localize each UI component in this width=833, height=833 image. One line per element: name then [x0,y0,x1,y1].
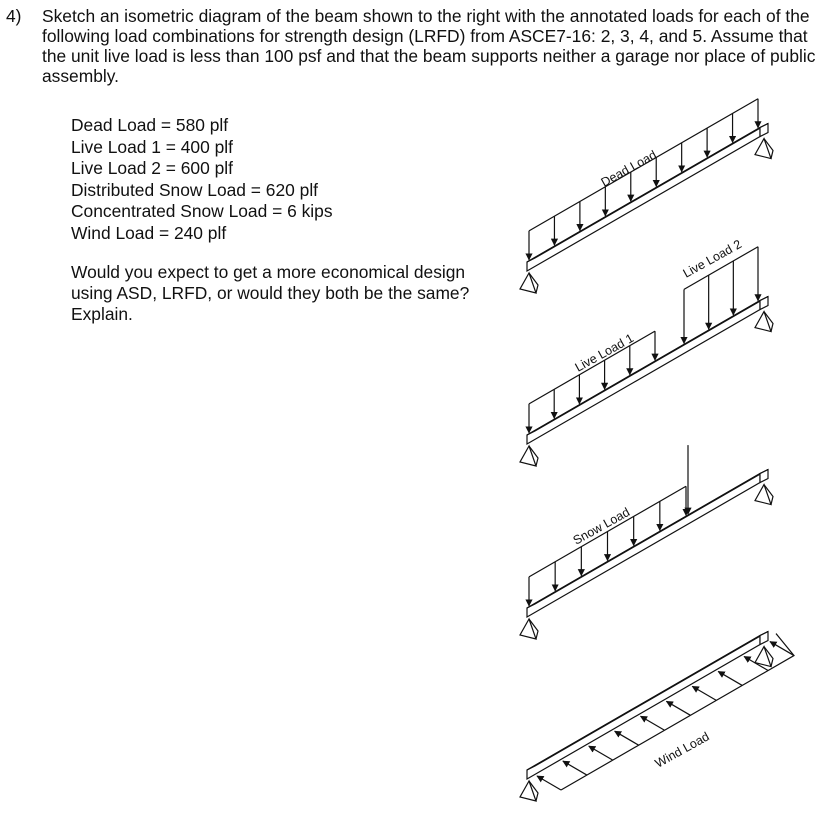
beam-end-face [760,124,768,137]
label-snow-load: Snow Load [570,505,633,548]
question-text: Would you expect to get a more economical design using ASD, LRFD, or would they both be the same? Explain. [71,262,470,324]
beam-wind-load [520,632,794,801]
wind-arrow [770,642,794,656]
problem-number: 4) [6,6,22,26]
beam-front-face [527,301,760,444]
load-item-distributed-snow: Distributed Snow Load = 620 plf [71,179,319,200]
pin-support [520,619,536,639]
beam-snow-load [520,445,773,639]
beam-top-face [527,632,768,770]
beam-dead-load [520,99,773,293]
beam-end-face [760,470,768,483]
beam-live-load [520,247,773,466]
label-dead-load: Dead Load [598,147,659,190]
wind-arrow [615,731,639,745]
beam-top-face [527,470,768,608]
pin-support [755,139,771,159]
beam-top-face [527,297,768,435]
problem-text: Sketch an isometric diagram of the beam shown to the right with the annotated loads for each of the following load combinations for strength design (LRFD) from ASCE7-16: 2, 3, 4, and 5. Assume that the unit live load is less than 100 psf and that the beam supports neither a garage nor place of public assembly. [42,6,816,86]
label-live-load-2: Live Load 2 [680,237,744,281]
wind-arrow [589,746,613,760]
pin-support [755,485,771,505]
load-item-wind: Wind Load = 240 plf [71,222,227,243]
beam-end-face [760,297,768,310]
beam-end-face [760,632,768,645]
wind-arrow [537,776,561,790]
beam-front-face [527,474,760,617]
wind-arrow [563,761,587,775]
pin-support [520,781,536,801]
load-item-concentrated-snow: Concentrated Snow Load = 6 kips [71,201,333,221]
beam-front-face [527,636,760,779]
load-item-live1: Live Load 1 = 400 plf [71,136,233,157]
label-wind-load: Wind Load [652,729,712,771]
wind-arrow [641,716,665,730]
pin-support [755,312,771,332]
label-live-load-1: Live Load 1 [572,331,636,375]
wind-arrow [666,701,690,715]
load-item-live2: Live Load 2 = 600 plf [71,158,233,178]
load-item-dead: Dead Load = 580 plf [71,115,229,135]
pin-support [520,446,536,466]
wind-arrow [692,686,716,700]
pin-support [520,273,536,293]
wind-arrow [718,671,742,685]
